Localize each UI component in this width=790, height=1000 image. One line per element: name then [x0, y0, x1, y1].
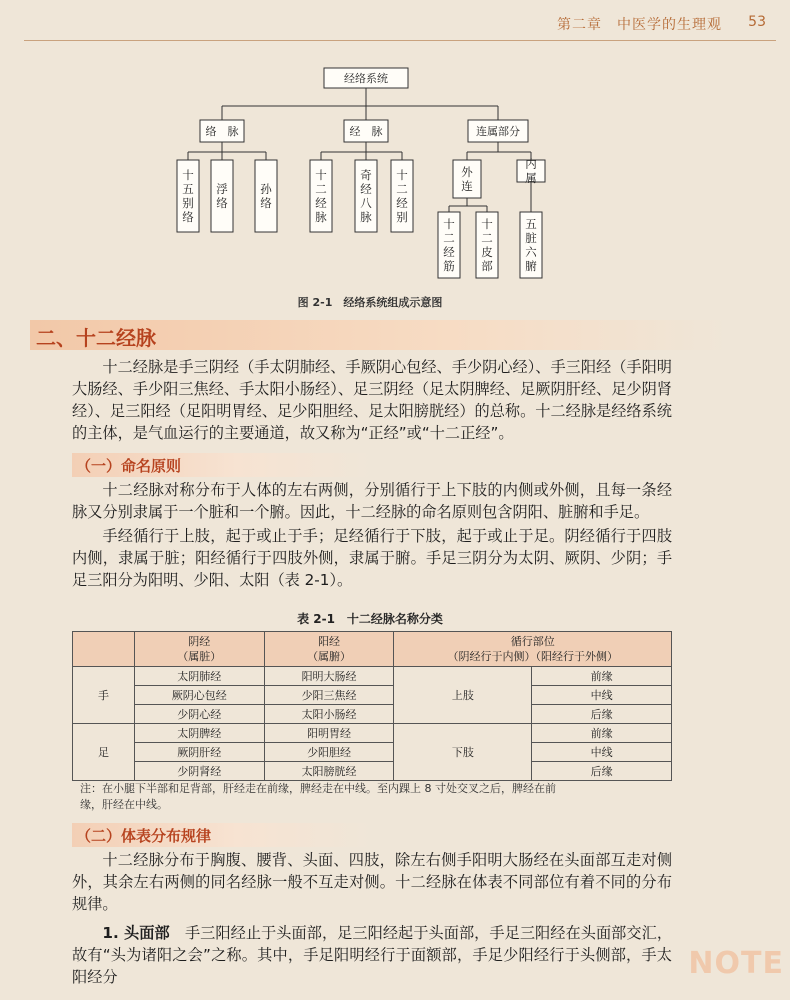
yin-cell: 厥阴肝经 — [134, 743, 264, 762]
diagram-vertical-label: 十二皮部 — [481, 217, 493, 273]
diagram-vertical-label: 十二经筋 — [443, 217, 455, 273]
section-title: 二、十二经脉 — [36, 326, 156, 350]
diagram-level1-label: 络 脉 — [205, 125, 239, 138]
diagram-vertical-label: 五脏六腑 — [525, 217, 537, 273]
table-header-yang: 阳经 （属腑） — [264, 632, 394, 667]
root-label: 经络系统 — [344, 72, 388, 85]
region-cell: 上肢 — [394, 667, 532, 724]
diagram-level1-label: 经 脉 — [349, 125, 383, 138]
meridian-system-diagram — [160, 62, 580, 300]
position-cell: 前缘 — [532, 667, 672, 686]
table-row — [73, 743, 672, 762]
yin-cell: 厥阴心包经 — [134, 686, 264, 705]
yang-cell: 少阳三焦经 — [264, 686, 394, 705]
diagram-vertical-label: 十二经别 — [396, 168, 408, 224]
naming-paragraph-1: 十二经脉对称分布于人体的左右两侧，分别循行于上下肢的内侧或外侧，且每一条经脉又分别隶属于一个脏和一个腑。因此，十二经脉的命名原则包含阴阳、脏腑和手足。 — [72, 481, 672, 521]
diagram-vertical-label: 奇经八脉 — [360, 168, 372, 224]
position-cell: 中线 — [532, 743, 672, 762]
yin-cell: 少阴心经 — [134, 705, 264, 724]
figure-caption: 图 2-1 经络系统组成示意图 — [297, 296, 443, 309]
position-cell: 中线 — [532, 686, 672, 705]
chapter-title: 第二章 中医学的生理观 — [557, 17, 722, 33]
head-face-paragraph — [72, 922, 672, 988]
yin-cell: 太阴脾经 — [134, 724, 264, 743]
diagram-vertical-label: 孙络 — [260, 182, 272, 210]
table-row — [73, 705, 672, 724]
yang-cell: 太阳小肠经 — [264, 705, 394, 724]
head-face-label: 1. 头面部 — [102, 924, 170, 942]
subsection-title-naming: （一）命名原则 — [76, 457, 182, 475]
diagram-level1-label: 连属部分 — [476, 125, 520, 138]
header-rule — [24, 40, 776, 41]
table-header-corner — [73, 632, 135, 667]
naming-paragraph-2: 手经循行于上肢，起于或止于手；足经循行于下肢，起于或止于足。阴经循行于四肢内侧，隶属于脏；阳经循行于四肢外侧，隶属于腑。手足三阴分为太阴、厥阴、少阴；手足三阳分为阳明、少阳、太阳（表 2-1）。 — [72, 527, 672, 589]
yang-cell: 太阳膀胱经 — [264, 762, 394, 781]
table-note-line-1: 注：在小腿下半部和足背部，肝经走在前缘，脾经走在中线。至内踝上 8 寸处交叉之后，脾经在前 — [80, 782, 556, 795]
limb-cell: 足 — [73, 724, 135, 781]
table-caption: 表 2-1 十二经脉名称分类 — [297, 612, 443, 626]
diagram-vertical-label: 内属 — [525, 157, 537, 185]
table-header-yin: 阴经 （属脏） — [134, 632, 264, 667]
table-note-line-2: 缘，肝经在中线。 — [80, 798, 168, 811]
table-row — [73, 724, 672, 743]
diagram-vertical-label: 十二经脉 — [315, 168, 327, 224]
position-cell: 前缘 — [532, 724, 672, 743]
yang-cell: 阳明大肠经 — [264, 667, 394, 686]
diagram-vertical-label: 十五别络 — [182, 168, 194, 224]
distribution-paragraph-1: 十二经脉分布于胸腹、腰背、头面、四肢，除左右侧手阳明大肠经在头面部互走对侧外，其余左右两侧的同名经脉一般不互走对侧。十二经脉在体表不同部位有着不同的分布规律。 — [72, 851, 672, 913]
meridian-table — [72, 631, 672, 781]
yang-cell: 阳明胃经 — [264, 724, 394, 743]
table-row — [73, 686, 672, 705]
yin-cell: 太阴肺经 — [134, 667, 264, 686]
page-number: 53 — [748, 14, 766, 30]
subsection-title-distribution: （二）体表分布规律 — [76, 827, 212, 845]
table-row — [73, 762, 672, 781]
running-header — [0, 0, 790, 48]
table-header-route: 循行部位 （阴经行于内侧）（阳经行于外侧） — [394, 632, 672, 667]
position-cell: 后缘 — [532, 762, 672, 781]
limb-cell: 手 — [73, 667, 135, 724]
intro-paragraph: 十二经脉是手三阴经（手太阴肺经、手厥阴心包经、手少阴心经）、手三阳经（手阳明大肠经、手少阳三焦经、手太阳小肠经）、足三阴经（足太阴脾经、足厥阴肝经、足少阴肾经）、足三阳经（足阳明胃经、足少阳胆经、足太阳膀胱经）的总称。十二经脉是经络系统的主体，是气血运行的主要通道，故又称为“正经”或“十二正经”。 — [72, 358, 672, 442]
region-cell: 下肢 — [394, 724, 532, 781]
yin-cell: 少阴肾经 — [134, 762, 264, 781]
table-body — [73, 667, 672, 781]
position-cell: 后缘 — [532, 705, 672, 724]
table-row — [73, 667, 672, 686]
head-face-text: 手三阳经止于头面部，足三阳经起于头面部，手足三阳经在头面部交汇，故有“头为诸阳之会”之称。其中，手足阳明经行于面额部，手足少阳经行于头侧部，手太阳经分 — [72, 924, 673, 986]
note-watermark: NOTE — [688, 946, 784, 981]
yang-cell: 少阳胆经 — [264, 743, 394, 762]
diagram-vertical-label: 浮络 — [216, 182, 228, 210]
diagram-vertical-label: 外连 — [461, 165, 473, 193]
